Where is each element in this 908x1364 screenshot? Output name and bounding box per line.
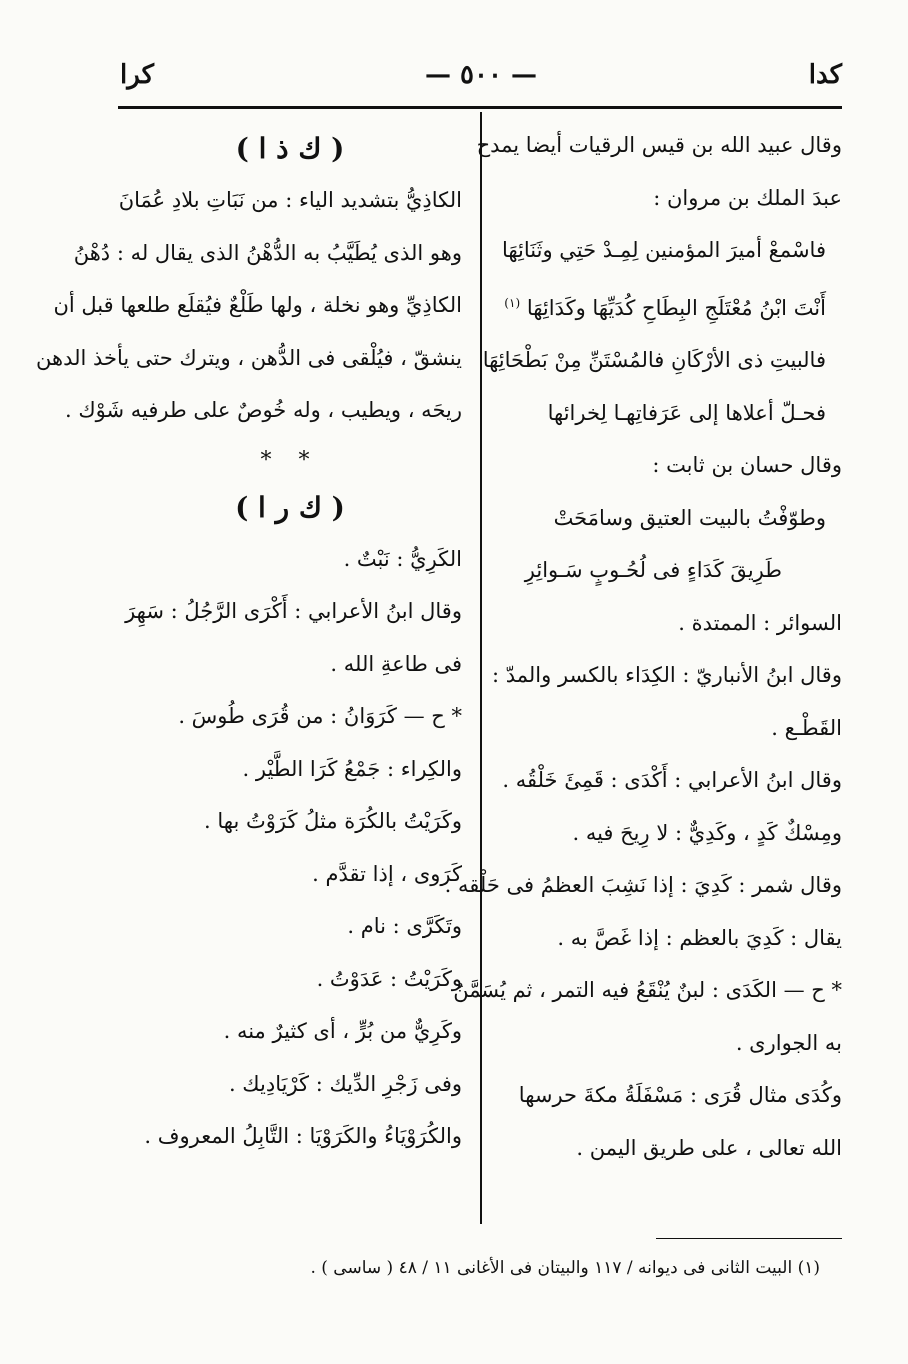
text-line: والكِراء : جَمْعُ كَرَا الطَّيْر . xyxy=(242,756,462,781)
text-line: يقال : كَدِيَ بالعظم : إذا غَصَّ به . xyxy=(557,925,842,950)
text-line: الله تعالى ، على طريق اليمن . xyxy=(576,1135,842,1160)
page-number: — ٥٠٠ — xyxy=(424,60,538,90)
page-header xyxy=(120,60,842,98)
footnote-marker: (١) xyxy=(504,295,521,310)
poem-line xyxy=(498,288,842,323)
poem-line: وطوّفْتُ بالبيت العتيق وسامَحَتْ xyxy=(553,505,826,530)
left-column xyxy=(36,130,462,1174)
text-line: وكَرَيْتُ بالكُرَة مثلُ كَرَوْتُ بها . xyxy=(204,809,462,833)
text-line: والكُرَوْيَاءُ والكَرَوْيَا : التَّابِلُ المعروف . xyxy=(144,1124,462,1148)
poem-text: أَنْتَ ابْنُ مُعْتَلَجِ البِطَاحِ كُدَيِّهَا وكَدَائِهَا xyxy=(526,295,826,320)
text-line: عبدَ الملك بن مروان : xyxy=(653,185,842,210)
text-line: الكاذِيِّ وهو نخلة ، ولها طَلْعٌ فيُقلَع طلعها قبل أن xyxy=(53,293,462,317)
text-line: ومِسْكٌ كَدٍ ، وكَدِيٌّ : لا رِيحَ فيه . xyxy=(572,820,842,845)
text-line: الكَرِيُّ : نَبْتٌ . xyxy=(343,546,462,571)
header-entry-left: كرا xyxy=(120,60,154,90)
text-line: به الجوارى . xyxy=(735,1030,842,1055)
text-line: ينشقّ ، فيُلْقى فى الدُّهن ، ويترك حتى يأخذ الدهن xyxy=(36,345,462,370)
text-line: * ح — كَرَوَانُ : من قُرَى طُوسَ . xyxy=(178,704,462,728)
text-line: كَرَوى ، إذا تقدَّم . xyxy=(312,861,462,886)
entry-title: ( ك ر ا ) xyxy=(235,490,345,524)
text-line: الكاذِيُّ بتشديد الياء : من نَبَاتِ بلادِ عُمَانَ xyxy=(118,188,462,212)
text-line: وقال عبيد الله بن قيس الرقيات أيضا يمدح xyxy=(476,133,842,157)
text-line: وفى زَجْرِ الدِّيك : كَرْيَادِيك . xyxy=(228,1071,462,1096)
text-line: وكَرَيْتُ : عَدَوْتُ . xyxy=(316,966,462,991)
text-line: وقال ابنُ الأنباريّ : الكِدَاء بالكسر والمدّ : xyxy=(491,663,842,687)
text-line: وهو الذى يُطَيَّبُ به الدُّهْنُ الذى يقال له : دُهْنُ xyxy=(73,240,462,265)
poem-line: فاسْمعْ أميرَ المؤمنين لِمِـدْ حَتِي وثَنَائِهَا xyxy=(501,238,826,262)
text-line: وكَرِيٌّ من بُرٍّ ، أى كثيرٌ منه . xyxy=(223,1019,462,1043)
text-line: القَطْـع . xyxy=(771,715,842,740)
text-line: وتَكَرَّى : نام . xyxy=(347,914,462,938)
header-entry-right: كدا xyxy=(808,60,842,90)
text-line: وقال شمر : كَدِيَ : إذا نَشِبَ العظمُ فى حَلْقه . xyxy=(444,873,842,897)
text-line: وقال ابنُ الأعرابي : أَكْدَى : قَمِئَ خَلْقُه . xyxy=(502,768,842,792)
text-line: وقال حسان بن ثابت : xyxy=(652,453,842,477)
text-line: وقال ابنُ الأعرابي : أَكْرَى الرَّجُلُ : سَهِرَ xyxy=(125,599,462,623)
footnote-divider xyxy=(656,1238,842,1239)
header-divider xyxy=(118,106,842,109)
text-line: * ح — الكَدَى : لبنٌ يُنْقَعُ فيه التمر ، ثم يُسَمَّنُ xyxy=(453,978,842,1002)
column-divider xyxy=(480,112,482,1224)
right-column xyxy=(444,130,842,1185)
text-line: ريحَه ، ويطيب ، وله خُوصٌ على طرفيه شَوْك . xyxy=(65,398,462,422)
section-separator: * * xyxy=(260,447,320,473)
poem-line: طَرِيقَ كَدَاءٍ فى لُحُـوبٍ سَـوائِرِ xyxy=(524,558,782,582)
poem-line: فالبيتِ ذى الأرْكَانِ فالمُسْتَنِّ مِنْ بَطْحَائِهَا xyxy=(482,348,826,372)
text-line: فى طاعةِ الله . xyxy=(330,651,462,676)
text-line: السوائر : الممتدة . xyxy=(678,610,842,635)
text-line: وكُدَى مثال قُرَى : مَسْفَلَةُ مكةَ حرسها xyxy=(518,1083,842,1107)
poem-line: فحـلّ أعلاها إلى عَرَفاتِهـا لِخرائها xyxy=(547,400,826,425)
footnote: (١) البيت الثانى فى ديوانه / ١١٧ والبيتان فى الأغانى ١١ / ٤٨ ( ساسى ) . xyxy=(310,1258,820,1278)
entry-title: ( ك ذ ا ) xyxy=(235,132,345,165)
